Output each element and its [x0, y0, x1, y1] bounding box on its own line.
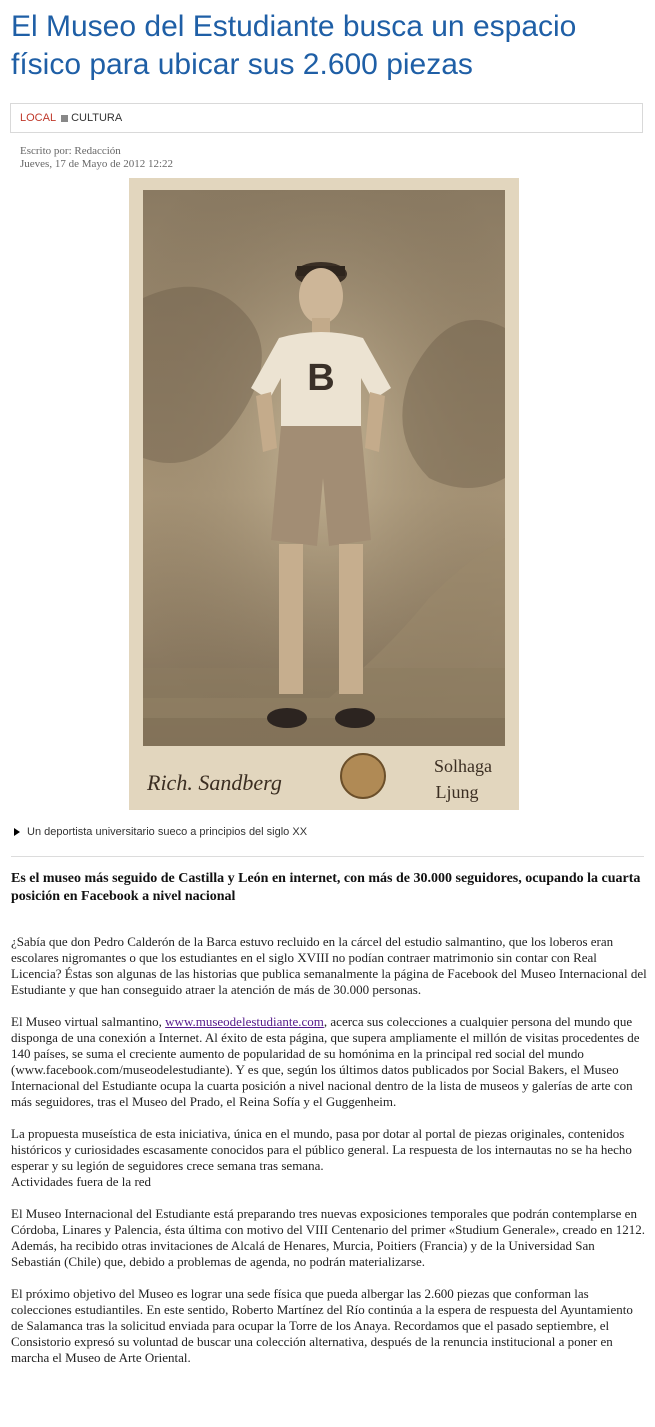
photographer-signature: Rich. Sandberg [147, 770, 282, 795]
date-line: Jueves, 17 de Mayo de 2012 12:22 [20, 158, 174, 170]
article-body [11, 934, 647, 1382]
paragraph-5: El próximo objetivo del Museo es lograr una sede física que pueda albergar las 2.600 piezas que conforman las colecciones estudiantiles. En este sentido, Roberto Martínez del Río continúa a la espera de respuesta del Ayuntamiento de Salamanca tras la solicitud enviada para ocupar la Torre de los Anaya. Recordamos que el pasado septiembre, el Consistorio expresó su voluntad de buscar una colección alternativa, después de la renuncia institucional a poner en marcha el Museo de Arte Oriental. [11, 1286, 633, 1365]
paragraph-4: El Museo Internacional del Estudiante está preparando tres nuevas exposiciones temporales que podrán contemplarse en Córdoba, Linares y Palencia, ésta última con motivo del VIII Centenario del primer «Studium Generale», creado en 1212. Además, ha recibido otras invitaciones de Alcalá de Henares, Murcia, Poitiers (Francia) y de la Universidad San Sebastián (Chile) que, debido a problemas de agenda, no podrán materializarse. [11, 1206, 646, 1269]
caption-text: Un deportista universitario sueco a principios del siglo XX [27, 826, 308, 838]
crest-emblem [341, 754, 385, 798]
category-cultura-link[interactable]: CULTURA [71, 112, 123, 124]
paragraph-2-start: El Museo virtual salmantino, [11, 1014, 166, 1029]
square-icon [61, 115, 68, 122]
photo-caption [14, 826, 644, 838]
subheading: Actividades fuera de la red [11, 1174, 152, 1189]
paragraph-1: ¿Sabía que don Pedro Calderón de la Barca estuvo recluido en la cárcel del estudio salmantino, que los loberos eran escolares nigromantes o que los estudiantes en el siglo XVIII no podían contraer matrimonio sin contar con Real Licencia? Éstas son algunas de las historias que publica semanalmente la página de Facebook del Museo Internacional del Estudiante y que han conseguido atraer la atención de más de 30.000 personas. [11, 934, 647, 997]
category-local-link[interactable]: LOCAL [20, 112, 57, 124]
divider [11, 856, 644, 857]
paragraph-2-end: , acerca sus colecciones a cualquier persona del mundo que disponga de una conexión a Internet. Al éxito de esta página, que supera ampliamente el millón de visitas procedentes de 140 países, se suma el creciente aumento de popularidad de su homónima en la principal red social del mundo (www.facebook.com/museodelestudiante). Y es que, según los últimos datos publicados por Social Bakers, el Museo Internacional del Estudiante ocupa la cuarta posición a nivel nacional dentro de la lista de museos y galerías de arte con más seguidores, tras el Museo del Prado, el Reina Sofía y el Guggenheim. [11, 1014, 640, 1109]
paragraph-2 [11, 1014, 647, 1110]
article-title: El Museo del Estudiante busca un espacio físico para ubicar sus 2.600 piezas [11, 10, 577, 81]
triangle-right-icon [14, 828, 20, 836]
museum-website-link[interactable]: www.museodelestudiante.com [165, 1014, 324, 1029]
studio-line-1: Solhaga [434, 756, 492, 776]
author-line: Escrito por: Redacción [20, 145, 121, 157]
studio-line-2: Ljung [435, 782, 479, 802]
article-photo [129, 178, 519, 810]
article-meta [20, 145, 173, 171]
paragraph-3: La propuesta museística de esta iniciativa, única en el mundo, pasa por dotar al portal de piezas originales, contenidos históricos y curiosidades escasamente conocidos para el público general. La respuesta de los internautas no se ha hecho esperar y su legión de seguidores crece semana tras semana. [11, 1126, 632, 1173]
shirt-letter: B [307, 357, 335, 399]
category-bar [10, 103, 643, 133]
article-lead: Es el museo más seguido de Castilla y León en internet, con más de 30.000 seguidores, ocupando la cuarta posición en Facebook a nivel nacional [11, 871, 641, 904]
